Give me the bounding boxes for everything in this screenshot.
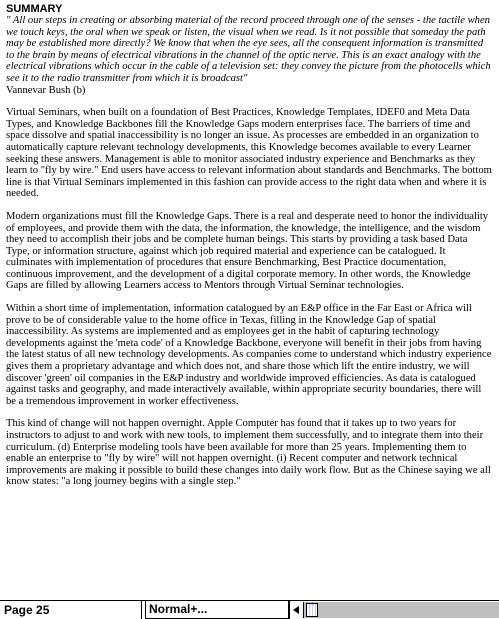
quote-attribution: Vannevar Bush (b) xyxy=(6,84,86,96)
paragraph-4: This kind of change will not happen overnight. Apple Computer has found that it takes up to two years for instructors to adjust to and work with new tools, to implement them successfully, and to integrate them into their curriculum. (d) Enterprise modeling tools have been available for more than 25 years. Implementing them to enable an enterprise to "fly by wire" will not happen overnight. (i) Recent computer and network technical improvements are making it possible to build these changes into daily work flow. But as the Chinese saying we all know states: "a long journey begins with a single step." xyxy=(6,418,491,488)
section-heading: SUMMARY xyxy=(6,3,63,15)
epigraph-quote: " All our steps in creating or absorbing material of the record proceed through one of the senses - the tactile when we touch keys, the oral when we speak or listen, the visual when we read. Is it not possible that someday the path may be established more directly? We know that when the eye sees, all the consequent information is transmitted to the brain by means of electrical vibrations in the channel of the optic nerve. This is an exact analogy with the electrical vibrations which occur in the cable of a television set: they convey the picture from the photocells which see it to the radio transmitter from which it is broadcast" xyxy=(6,15,491,84)
style-selector[interactable]: Normal+... xyxy=(145,601,289,619)
paragraph-2: Modern organizations must fill the Knowledge Gaps. There is a real and desperate need to honor the individuality of employees, and provide them with the data, the information, the knowledge, the intelligence, and the wisdom they need to accomplish their jobs and be complete human beings. This starts by providing a task based Data Type, or information structure, against which job required material and experience can be catalogued. It culminates with implementation of procedures that ensure Benchmarking, Best Practice documentation, continuous improvement, and the development of a digital corporate memory. In other words, the Knowledge Gaps are filled by allowing Learners access to Mentors through Virtual Seminar technologies. xyxy=(6,210,489,292)
paragraph-1: Virtual Seminars, when built on a foundation of Best Practices, Knowledge Templates, IDEF0 and Meta Data Types, and Knowledge Backbones fill the Knowledge Gaps modern enterprises face. The barriers of time and space dissolve and spatial inaccessibility is no longer an issue. As processes are embedded in an organization to automatically capture relevant technology developments, this Knowledge becomes available to every Learner seeking these answers. Management is able to monitor associated industry experience and Benchmarks as they learn to "fly by wire." End users have access to relevant information about standards and Benchmarks. The bottom line is that Virtual Seminars implemented in this fashion can provide access to the right data when and where it is needed. xyxy=(6,107,492,200)
scroll-left-arrow-icon[interactable] xyxy=(290,602,304,618)
page-number-indicator[interactable]: Page 25 xyxy=(0,601,142,619)
status-bar xyxy=(0,600,499,619)
paragraph-3: Within a short time of implementation, information catalogued by an E&P office in the Far East or Africa will prove to be of considerable value to the home office in Texas, filling in the Knowledge Gap of spatial inaccessibility. As systems are implemented and as employees get in the habit of capturing technology developments against the 'meta code' of a Knowledge Backbone, everyone will benefit in their jobs from having the latest status of all new technology developments. As companies come to understand which industry experience gives them a proprietary advantage and which does not, and share those which lift the entire industry, we will discover 'green' oil companies in the E&P industry and worldwide improved efficiencies. As data is catalogued against tasks and geography, and made interactively available, within appropriate security boundaries, there will be a tremendous improvement in worker effectiveness. xyxy=(6,303,492,407)
scroll-track[interactable] xyxy=(304,602,499,618)
horizontal-scrollbar[interactable] xyxy=(289,601,499,619)
scroll-thumb[interactable] xyxy=(306,603,318,617)
